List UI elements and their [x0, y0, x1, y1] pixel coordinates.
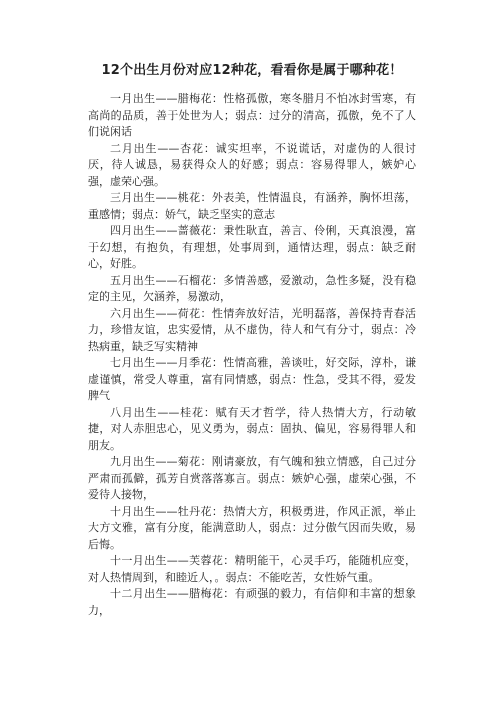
- paragraph-june: 六月出生——荷花：性情奔放好洁，光明磊落，善保持青春活力，珍惜友谊，忠实爱情，从不虚伪，待人和气有分寸，弱点：冷热病重，缺乏写实精神: [88, 306, 416, 353]
- paragraph-may: 五月出生——石榴花：多情善感，爱激动，急性多疑，没有稳定的主见，欠涵养，易激动，: [88, 273, 416, 303]
- paragraph-february: 二月出生——杏花：诚实坦率，不说谎话，对虚伪的人很讨厌，待人诚恳，易获得众人的好感；弱点：容易得罪人，嫉妒心强，虚荣心强。: [88, 141, 416, 188]
- paragraph-march: 三月出生——桃花：外表美，性情温良，有涵养，胸怀坦荡，重感情；弱点：娇气，缺乏坚实的意志: [88, 191, 416, 221]
- paragraph-july: 七月出生——月季花：性情高雅，善谈吐，好交际，淳朴，谦虚谨慎，常受人尊重，富有同情感，弱点：性急，受其不得，爱发脾气: [88, 356, 416, 402]
- paragraph-august: 八月出生——桂花：赋有天才哲学，待人热情大方，行动敏捷，对人赤胆忠心，见义勇为，弱点：固执、偏见，容易得罪人和朋友。: [88, 405, 416, 452]
- paragraph-october: 十月出生——牡丹花：热情大方，积极勇进，作风正派，举止大方文雅，富有分度，能满意助人，弱点：过分傲气因而失败，易后悔。: [88, 504, 416, 551]
- paragraph-september: 九月出生——菊花：刚请豪放，有气魄和独立情感，自己过分严肃而孤僻，孤芳自赏落落寡言。弱点：嫉妒心强，虚荣心强，不爱待人接物，: [88, 455, 416, 501]
- paragraph-november: 十一月出生——芙蓉花：精明能干，心灵手巧，能随机应变，对人热情周到，和睦近人，。弱点：不能吃苦，女性娇气重。: [88, 554, 416, 584]
- paragraph-december: 十二月出生——腊梅花：有顽强的毅力，有信仰和丰富的想象力，: [88, 587, 416, 617]
- paragraph-january: 一月出生——腊梅花：性格孤傲，寒冬腊月不怕冰封雪寒，有高尚的品质，善于处世为人；弱点：过分的清高，孤傲，免不了人们说闲话: [88, 92, 416, 138]
- page-title: 12个出生月份对应12种花，看看你是属于哪种花！: [101, 63, 403, 78]
- paragraph-april: 四月出生——蔷薇花：秉性耿直，善言、伶俐，天真浪漫，富于幻想，有抱负，有理想，处事周到，通情达理，弱点：缺乏耐心，好胜。: [88, 224, 416, 270]
